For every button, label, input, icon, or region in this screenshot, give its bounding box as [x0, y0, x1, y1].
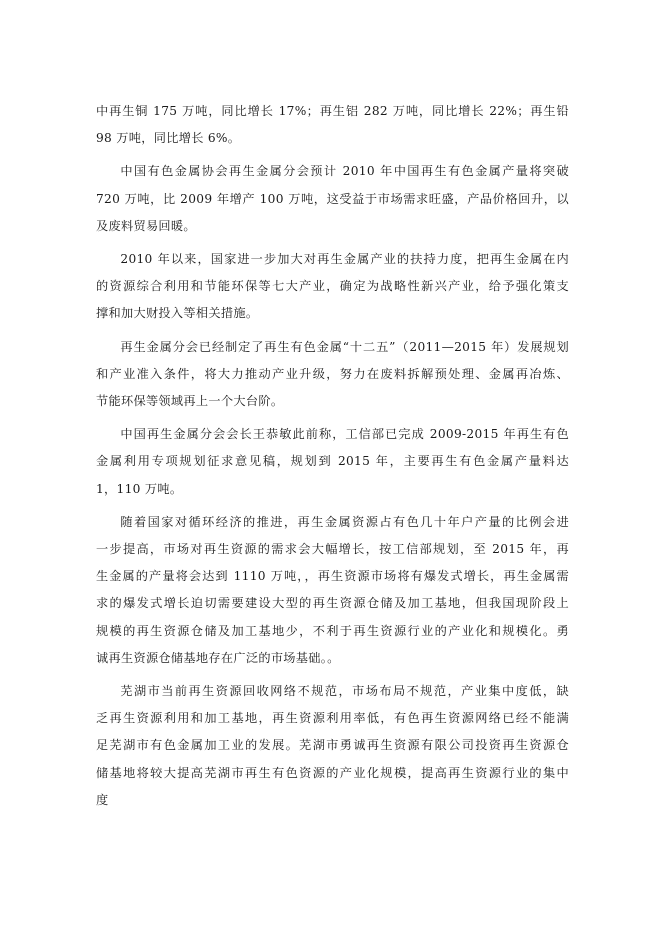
text-line: 度: [96, 792, 109, 807]
text-line: 芜湖市当前再生资源回收网络不规范，市场布局不规范，产业集中度低，缺: [120, 684, 569, 699]
text-line: 98 万吨，同比增长 6%。: [96, 131, 241, 146]
text-line: 规模的再生资源仓储及加工基地少，不利于再生资源行业的产业化和规模化。勇: [96, 623, 569, 638]
text-line: 1，110 万吨。: [96, 481, 183, 496]
text-line: 足芜湖市有色金属加工业的发展。芜湖市勇诚再生资源有限公司投资再生资源仓: [96, 738, 569, 753]
paragraph: [96, 158, 569, 240]
paragraph: [96, 98, 569, 152]
paragraph: [96, 421, 569, 503]
paragraph: [96, 509, 569, 672]
text-line: 中国有色金属协会再生金属分会预计 2010 年中国再生有色金属产量将突破: [120, 164, 569, 179]
text-line: 720 万吨，比 2009 年增产 100 万吨，这受益于市场需求旺盛，产品价格回升，以: [96, 191, 569, 206]
text-line: 中再生铜 175 万吨，同比增长 17%；再生铝 282 万吨，同比增长 22%；再生铅: [96, 104, 569, 118]
text-line: 储基地将较大提高芜湖市再生有色资源的产业化规模，提高再生资源行业的集中: [96, 765, 569, 780]
text-line: 2010 年以来，国家进一步加大对再生金属产业的扶持力度，把再生金属在内: [120, 252, 569, 267]
text-line: 节能环保等领域再上一个大台阶。: [96, 394, 284, 409]
text-line: 生金属的产量将会达到 1110 万吨，，再生资源市场将有爆发式增长，再生金属需: [96, 569, 569, 584]
paragraph: [96, 246, 569, 328]
document-body: [96, 98, 569, 820]
text-line: 金属利用专项规划征求意见稿，规划到 2015 年，主要再生有色金属产量料达: [96, 454, 569, 469]
text-line: 求的爆发式增长迫切需要建设大型的再生资源仓储及加工基地，但我国现阶段上: [96, 596, 569, 611]
paragraph: [96, 334, 569, 416]
text-line: 中国再生金属分会会长王恭敏此前称，工信部已完成 2009-2015 年再生有色: [120, 427, 569, 442]
text-line: 撑和加大财投入等相关措施。: [96, 306, 259, 321]
text-line: 诚再生资源仓储基地存在广泛的市场基础。。: [96, 650, 340, 665]
paragraph: [96, 678, 569, 814]
text-line: 随着国家对循环经济的推进，再生金属资源占有色几十年户产量的比例会进: [120, 514, 569, 529]
text-line: 的资源综合利用和节能环保等七大产业，确定为战略性新兴产业，给予强化策支: [96, 279, 569, 294]
text-line: 及废料贸易回暖。: [96, 218, 196, 233]
text-line: 和产业准入条件，将大力推动产业升级，努力在废料拆解预处理、金属再冶炼、: [96, 366, 569, 381]
text-line: 乏再生资源利用和加工基地，再生资源利用率低，有色再生资源网络已经不能满: [96, 711, 569, 726]
text-line: 一步提高，市场对再生资源的需求会大幅增长，按工信部规划，至 2015 年，再: [96, 542, 569, 557]
text-line: 再生金属分会已经制定了再生有色金属“十二五”（2011—2015 年）发展规划: [120, 339, 569, 354]
